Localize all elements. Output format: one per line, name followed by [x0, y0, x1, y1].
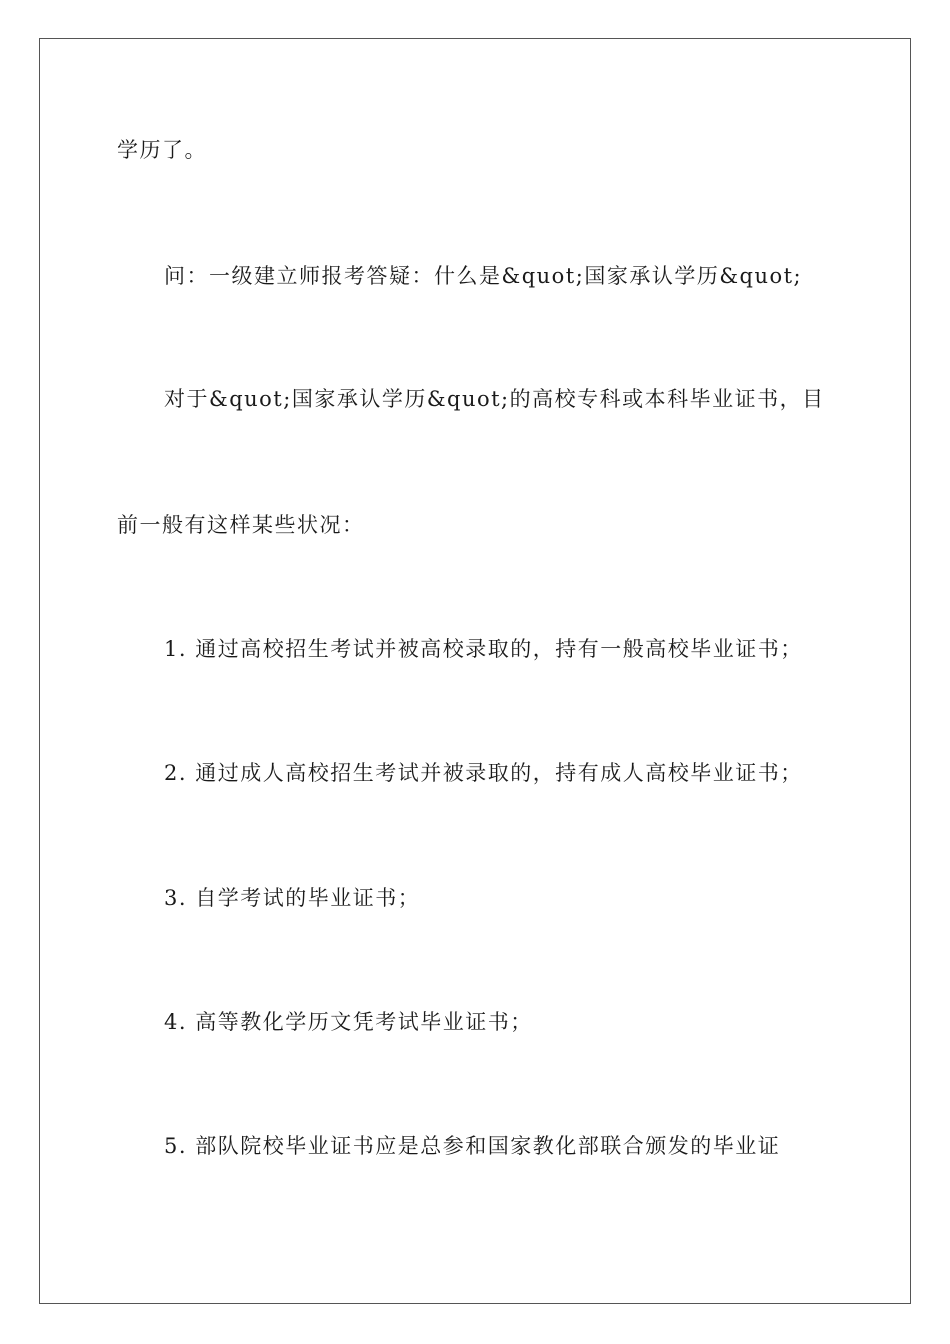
list-item-2: 2. 通过成人高校招生考试并被录取的，持有成人高校毕业证书；: [164, 761, 803, 785]
list-item-4: 4. 高等教化学历文凭考试毕业证书；: [164, 1010, 533, 1034]
list-item-5: 5. 部队院校毕业证书应是总参和国家教化部联合颁发的毕业证: [164, 1134, 781, 1158]
list-item-3: 3. 自学考试的毕业证书；: [164, 886, 421, 910]
page-border: [39, 38, 911, 1304]
text-line-continuation: 学历了。: [117, 138, 207, 162]
list-item-1: 1. 通过高校招生考试并被高校录取的，持有一般高校毕业证书；: [164, 637, 803, 661]
text-line-question: 问：一级建立师报考答疑：什么是&quot;国家承认学历&quot;: [164, 264, 803, 288]
text-line-answer-intro: 对于&quot;国家承认学历&quot;的高校专科或本科毕业证书，目: [164, 387, 825, 411]
text-line-answer-cont: 前一般有这样某些状况：: [117, 513, 365, 537]
